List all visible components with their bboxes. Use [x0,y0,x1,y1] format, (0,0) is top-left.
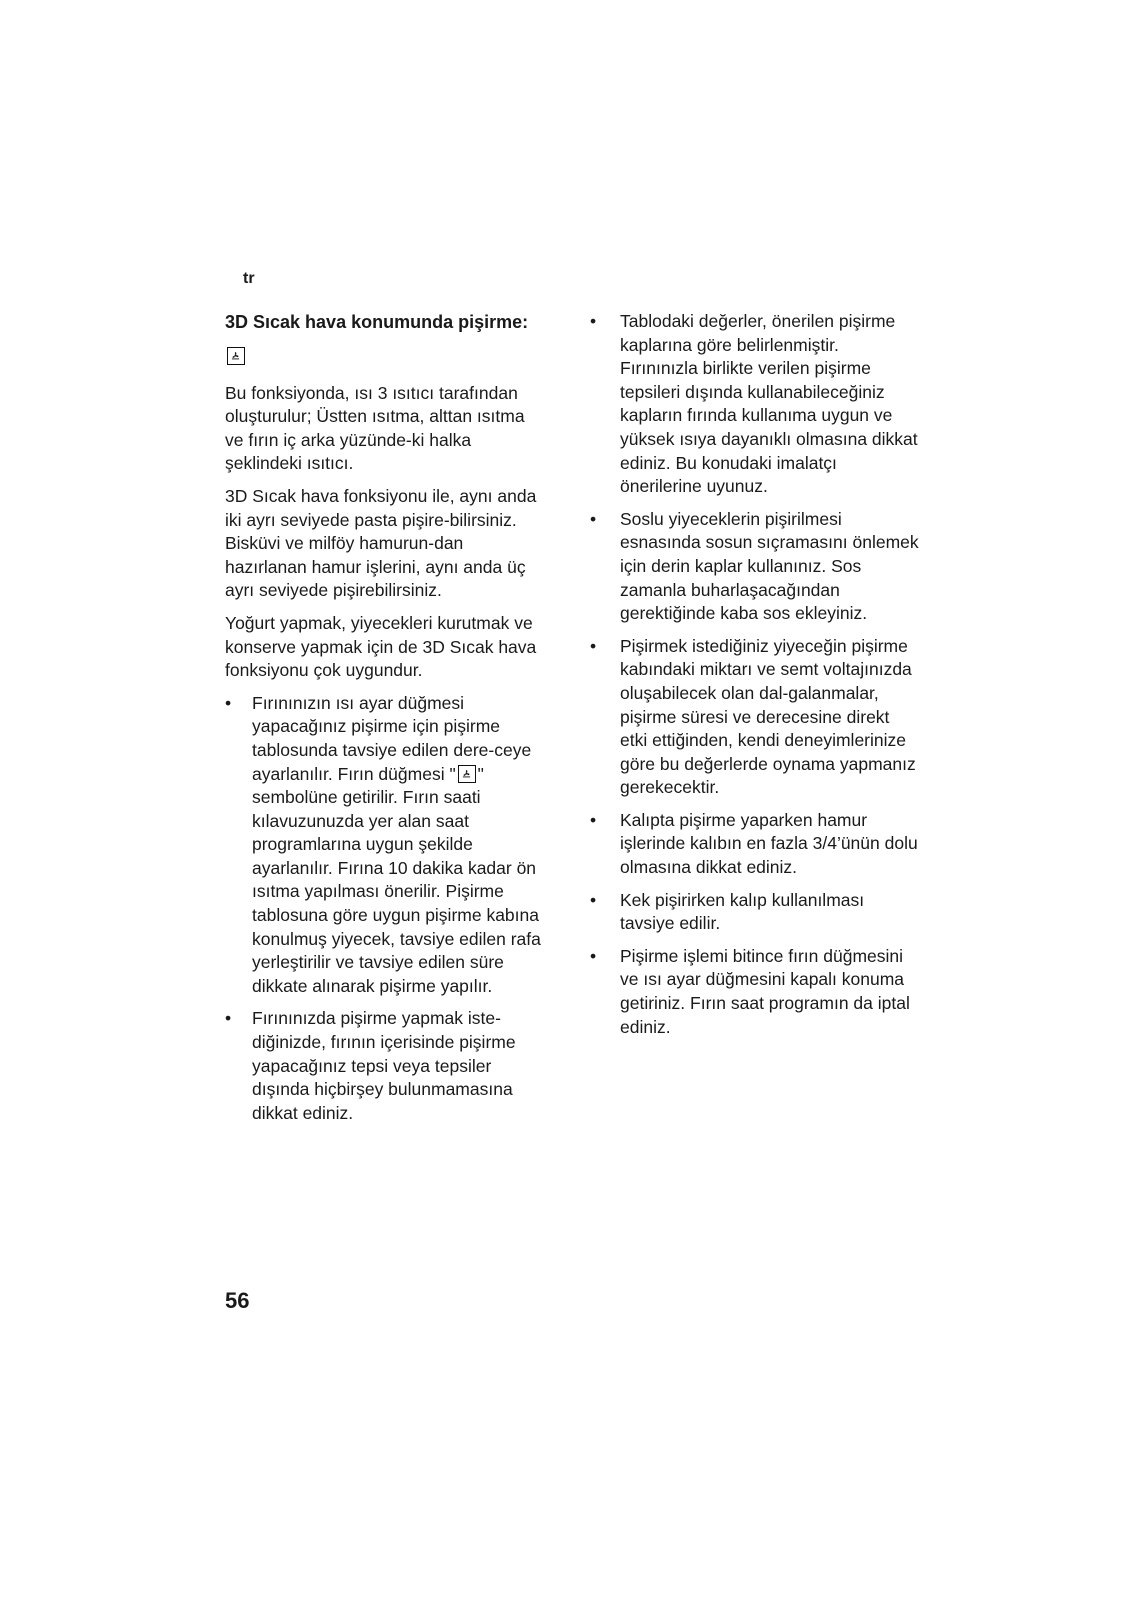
page-number: 56 [225,1288,250,1313]
bullet-icon: • [225,692,232,713]
list-item-text: Kalıpta pişirme yaparken hamur işlerinde kalıbın en fazla 3/4’ünün dolu olmasına dikkat ediniz. [620,809,918,878]
bullet-icon: • [590,311,597,331]
bullet-icon: • [590,508,597,529]
list-item-text: Kek pişirirken kalıp kullanılması tavsiye edilir. [620,889,865,934]
bullet-icon: • [590,635,597,656]
list-item-text: " sembolüne getirilir. Fırın saati kılavuzunuzda yer alan saat programlarına uygun şekilde ayarlanılır. Fırına 10 dakika kadar ön ısıtma yapılması önerilir. Pişirme tablosuna göre uygun pişirme kabına konulmuş yiyecek, tavsiye edilen rafa yerleştirilir ve tavsiye edilen süre dikkate alınarak pişirme yapılır. [252,763,541,996]
list-item-text: Soslu yiyeceklerin pişirilmesi esnasında sosun sıçramasını önlemek için derin kaplar kullanınız. Sos zamanla buharlaşacağından gerektiğinde kaba sos ekleyiniz. [620,508,919,624]
list-item [225,692,547,999]
list-item-text: Pişirmek istediğiniz yiyeceğin pişirme kabındaki miktarı ve semt voltajınızda oluşabilecek olan dal-galanmalar, pişirme süresi ve derecesine direkt etki ettiğinden, kendi deneyimlerinize göre bu değerlerde oynama yapmanız gerekecektir. [620,635,916,798]
list-item [590,310,920,499]
bullet-icon: • [590,809,597,830]
bullet-icon: • [590,889,597,910]
list-item-text: Tablodaki değerler, önerilen pişirme kaplarına göre belirlenmiştir. Fırınınızla birlikte verilen pişirme tepsileri dışında kullanabileceğiniz kapların fırında kullanıma uygun ve yüksek ısıya dayanıklı olmasına dikkat ediniz. Bu konudaki imalatçı önerilerine uyunuz. [620,311,918,497]
left-column [225,310,547,1134]
section-heading: 3D Sıcak hava konumunda pişirme: [225,312,529,332]
list-item [590,508,920,626]
list-item-text: Fırınınızda pişirme yapmak iste-diğinizde, fırının içerisinde pişirme yapacağınız tepsi veya tepsiler dışında hiçbirşey bulunmamasına dikkat ediniz. [252,1008,516,1123]
bullet-list [225,692,547,1126]
language-tag: tr [243,270,255,287]
list-item [590,809,920,880]
bullet-icon: • [590,945,597,966]
bullet-icon: • [225,1008,232,1029]
list-item-text: Pişirme işlemi bitince fırın düğmesini ve ısı ayar düğmesini kapalı konuma getiriniz. Fırın saat programın da iptal ediniz. [620,945,910,1037]
list-item-text: Fırınınızın ısı ayar düğmesi yapacağınız pişirme için pişirme tablosunda tavsiye edilen dere-ceye ayarlanılır. Fırın düğmesi " [252,692,532,784]
bullet-list [590,310,920,1039]
list-item [590,889,920,936]
list-item [590,635,920,800]
paragraph: 3D Sıcak hava fonksiyonu ile, aynı anda iki ayrı seviyede pasta pişire-bilirsiniz. Bisküvi ve milföy hamurun-dan hazırlanan hamur işlerini, aynı anda üç ayrı seviyede pişirebilirsiniz. [225,485,537,601]
list-item [590,945,920,1039]
symbol-row [227,344,547,368]
right-column [590,310,920,1048]
paragraph: Yoğurt yapmak, yiyecekleri kurutmak ve konserve yapmak için de 3D Sıcak hava fonksiyonu çok uygundur. [225,612,537,681]
3d-hot-air-icon [458,765,476,783]
paragraph: Bu fonksiyonda, ısı 3 ısıtıcı tarafından oluşturulur; Üstten ısıtma, alttan ısıtma ve fırın iç arka yüzünde-ki halka şeklindeki ısıtıcı. [225,382,525,474]
3d-hot-air-icon [227,347,245,365]
list-item [225,1007,547,1125]
